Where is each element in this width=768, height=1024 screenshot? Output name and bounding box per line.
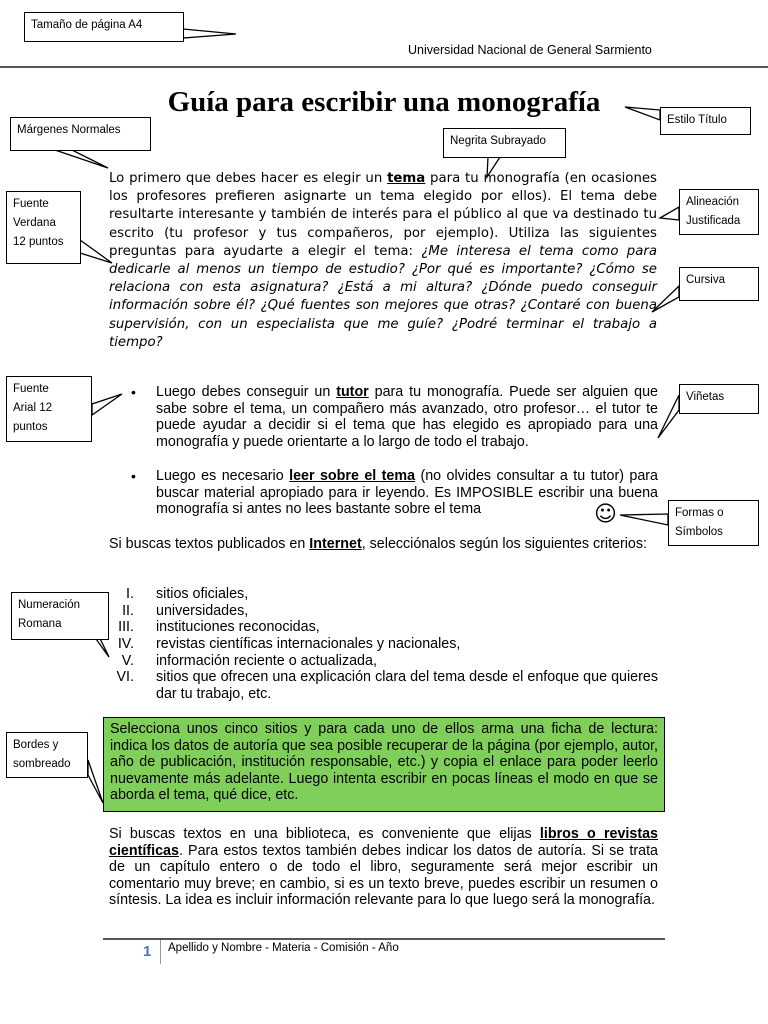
pointer-margins bbox=[55, 150, 108, 168]
smiley-icon: ☺ bbox=[594, 502, 617, 527]
callout-title-style: Estilo Título bbox=[660, 107, 751, 135]
intro-bold-word: tema bbox=[387, 171, 426, 186]
pointer-borders bbox=[88, 760, 103, 803]
roman-item: información reciente o actualizada, bbox=[156, 653, 377, 669]
callout-borders: Bordes y sombreado bbox=[6, 732, 88, 778]
bullet-dot: • bbox=[131, 468, 136, 484]
callout-bold-underline: Negrita Subrayado bbox=[443, 128, 566, 158]
pointer-verdana bbox=[80, 240, 112, 263]
bordered-shaded-box: Selecciona unos cinco sitios y para cada uno de ellos arma una ficha de lectura: indica los datos de autoría que sea posible recuperar de la página (por ejemplo, autor, año de publicación, institución responsable, etc.) y copia el enlace para poder leerlo nuevamente más adelante. Luego intenta escribir en pocas líneas el modo en que se aborda el tema, qué dice, etc. bbox=[103, 717, 665, 812]
bullet-read: Luego es necesario leer sobre el tema (no olvides consultar a tu tutor) para buscar material apropiado para ir leyendo. Es IMPOSIBLE escribir una buena monografía si antes no lees bastante sobre el tema bbox=[156, 468, 659, 518]
intro-italic-questions: ¿Me interesa el tema como para dedicarle al menos un tiempo de estudio? ¿Por qué es importante? ¿Cómo se relaciona con esta asignatura? ¿Está a mi altura? ¿Dónde puedo conseguir información sobre él? ¿Qué fuentes son mejores que otras? ¿Contaré con buena supervisión, con un especialista que me guíe? ¿Podré terminar el trabajo a tiempo? bbox=[109, 243, 657, 350]
page-title: Guía para escribir una monografía bbox=[167, 86, 601, 118]
roman-num: VI. bbox=[116, 669, 134, 685]
internet-paragraph: Si buscas textos publicados en Internet, selecciónalos según los siguientes criterios: bbox=[109, 536, 648, 552]
callout-italic: Cursiva bbox=[679, 267, 759, 301]
pointer-arial bbox=[92, 394, 122, 415]
footer-text: Apellido y Nombre - Materia - Comisión - Año bbox=[168, 942, 399, 954]
footer-rule bbox=[103, 938, 665, 940]
roman-item: universidades, bbox=[156, 603, 249, 619]
roman-num: III. bbox=[118, 619, 134, 635]
roman-num: IV. bbox=[117, 636, 134, 652]
callout-bullets: Viñetas bbox=[679, 384, 759, 414]
pointer-justify bbox=[660, 207, 679, 220]
pointer-bullets bbox=[658, 395, 679, 438]
university-header: Universidad Nacional de General Sarmiento bbox=[408, 43, 652, 57]
callout-shapes: Formas o Símbolos bbox=[668, 500, 759, 546]
callout-justify: Alineación Justificada bbox=[679, 189, 759, 235]
roman-item: sitios oficiales, bbox=[156, 586, 249, 602]
roman-num: V. bbox=[121, 653, 134, 669]
footer-divider bbox=[160, 940, 161, 964]
bullet-dot: • bbox=[131, 384, 136, 400]
callout-margins: Márgenes Normales bbox=[10, 117, 151, 151]
callout-verdana: Fuente Verdana 12 puntos bbox=[6, 191, 81, 264]
pointer-page-size bbox=[183, 29, 236, 38]
roman-item: revistas científicas internacionales y nacionales, bbox=[156, 636, 461, 652]
roman-num: I. bbox=[126, 586, 134, 602]
library-paragraph: Si buscas textos en una biblioteca, es conveniente que elijas libros o revistas científicas. Para estos textos también debes indicar los datos de autoría. Si se trata de un capítulo entero o de todo el libro, seguramente será mejor escribir un comentario muy breve; en cambio, si es un texto breve, puedes escribir un resumen o síntesis. La idea es incluir información relevante para lo que luego será la monografía. bbox=[109, 826, 658, 909]
bullet-tutor: Luego debes conseguir un tutor para tu monografía. Puede ser alguien que sabe sobre el tema, un compañero más avanzado, otro profesor… el tutor te puede ayudar a decidir si el tema que has elegido es apropiado para una monografía y puede orientarte a lo largo de todo el trabajo. bbox=[156, 384, 658, 450]
intro-paragraph: Lo primero que debes hacer es elegir un tema para tu monografía (en ocasiones los profesores prefieren asignarte un tema elegido por ellos). El tema debe resultarte interesante y también de interés para el público al que va destinado tu escrito (tu profesor y tus compañeros, por ejemplo). Utiliza las siguientes preguntas para ayudarte a elegir el tema: ¿Me interesa el tema como para dedicarle al menos un tiempo de estudio? ¿Por qué es importante? ¿Cómo se relaciona con esta asignatura? ¿Está a mi altura? ¿Dónde puedo conseguir información sobre él? ¿Qué fuentes son mejores que otras? ¿Contaré con buena supervisión, con un especialista que me guíe? ¿Podré terminar el trabajo a tiempo? bbox=[109, 171, 657, 350]
page-number: 1 bbox=[143, 943, 152, 960]
header-rule bbox=[0, 66, 768, 68]
callout-arial: Fuente Arial 12 puntos bbox=[6, 376, 92, 442]
callout-page-size: Tamaño de página A4 bbox=[24, 12, 184, 42]
roman-item: instituciones reconocidas, bbox=[156, 619, 320, 635]
roman-item: sitios que ofrecen una explicación clara del tema desde el enfoque que quieres dar tu trabajo, etc. bbox=[156, 669, 658, 702]
callout-roman: Numeración Romana bbox=[11, 592, 109, 640]
roman-num: II. bbox=[122, 603, 134, 619]
